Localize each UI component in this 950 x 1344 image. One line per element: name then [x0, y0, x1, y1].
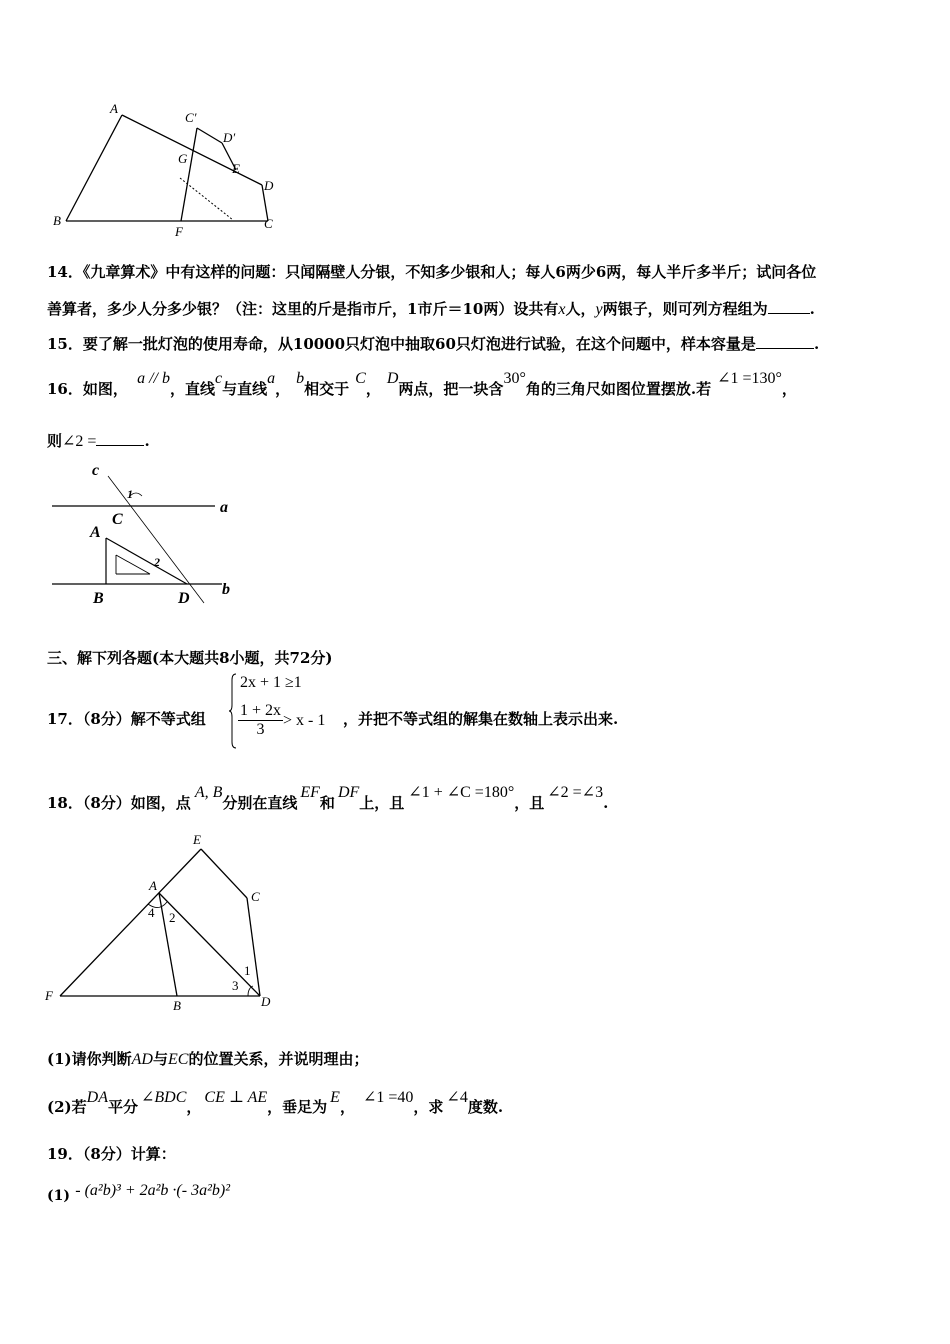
var-y: y	[595, 301, 603, 318]
q18-sub2-b: 平分	[107, 1098, 138, 1116]
q14-text2b: 人，	[565, 300, 596, 318]
q16-p8: 角的三角尺如图位置摆放.若	[525, 380, 712, 398]
figure-q16	[50, 458, 250, 608]
q15-line	[47, 333, 819, 354]
q18-sub2-angle1: ∠1 =40	[362, 1089, 414, 1106]
label-E: E	[232, 161, 240, 176]
q16-c: c	[215, 370, 223, 387]
q18-fig-F: F	[45, 988, 53, 1003]
q18-sub1-c: 的位置关系，并说明理由；	[188, 1050, 369, 1068]
q18-fig-A: A	[149, 878, 157, 893]
q17-prefix: 17．（8分）解不等式组	[47, 710, 206, 728]
label-A: A	[110, 101, 118, 116]
q16-C: C	[355, 370, 366, 387]
q18-p1: 18．（8分）如图，点	[47, 794, 191, 812]
q15-answer-blank[interactable]	[756, 334, 814, 349]
q18-sub2-c: ，	[186, 1098, 202, 1116]
q18-cond2: ∠2 =∠3	[547, 784, 604, 801]
q17-suffix: ，并把不等式组的解集在数轴上表示出来.	[343, 710, 619, 728]
label-G: G	[178, 151, 188, 166]
q17-ineq1: 2x + 1 ≥1	[240, 674, 302, 691]
q18-fig-2: 2	[169, 910, 176, 925]
q17-frac-num: 1 + 2x	[240, 702, 282, 719]
q16-30deg: 30°	[503, 370, 526, 387]
q16-p3: 与直线	[222, 380, 268, 398]
q18-fig-3: 3	[232, 978, 239, 993]
q19-title	[47, 1143, 176, 1164]
q16-answer-blank[interactable]	[96, 431, 144, 446]
q16-p1: 16．如图，	[47, 380, 128, 398]
q18-sub2-d: ，垂足为	[267, 1098, 328, 1116]
q16-angle2: ∠2 =	[62, 433, 97, 450]
q18-fig-C: C	[251, 889, 260, 904]
q14-text1: 14．《九章算术》中有这样的问题：只闻隔壁人分银，不知多少银和人；每人6两少6两，每人半斤多半斤；试问各位	[47, 263, 817, 281]
q14-answer-blank[interactable]	[768, 299, 810, 314]
q18-sub2-f: ，求	[413, 1098, 444, 1116]
q14-text2c: 两银子，则可列方程组为	[602, 300, 768, 318]
q18-EF: EF	[300, 784, 320, 801]
q18-AB: A, B	[194, 784, 223, 801]
q16-fig-c: c	[92, 462, 100, 479]
q16-fig-D: D	[178, 590, 190, 607]
q16-p5: 相交于	[304, 380, 350, 398]
q16-p9: ，	[781, 380, 797, 398]
q16-b: b	[296, 370, 305, 387]
q18-sub1	[47, 1048, 368, 1069]
q18-p3: 和	[319, 794, 335, 812]
q18-p4: 上，且	[359, 794, 405, 812]
q18-sub2	[47, 1089, 504, 1117]
q18-sub2-BDC: ∠BDC	[140, 1089, 187, 1106]
q18-p5: ，且	[514, 794, 545, 812]
q16-p7: 两点，把一块含	[398, 380, 504, 398]
q17-suffix-line	[343, 708, 618, 729]
q16-line2	[47, 430, 150, 451]
q16-parallel: a // b	[137, 370, 170, 387]
q19-expression: - (a²b)³ + 2a²b ·(- 3a²b)²	[75, 1182, 230, 1199]
q18-sub2-e: ，	[339, 1098, 355, 1116]
q16-angle1: ∠1 =130°	[717, 370, 782, 387]
q18-fig-D: D	[261, 994, 271, 1009]
q16-p2: ，直线	[170, 380, 216, 398]
section3-title	[47, 647, 333, 668]
q16-a: a	[267, 370, 276, 387]
q18-line	[47, 784, 609, 813]
q18-p2: 分别在直线	[222, 794, 298, 812]
q17-system	[228, 672, 340, 750]
q18-sub2-a: (2)若	[47, 1098, 87, 1116]
q16-fig-b: b	[222, 581, 230, 598]
q18-fig-B: B	[173, 998, 181, 1013]
q18-fig-1: 1	[244, 963, 251, 978]
q15-end: .	[813, 335, 820, 353]
q18-p6: .	[603, 794, 609, 812]
q19-sub1-label: (1)	[47, 1188, 70, 1204]
q18-sub2-g: 度数.	[467, 1098, 504, 1116]
q14-line1	[47, 261, 816, 282]
label-F: F	[175, 224, 183, 239]
q19-title-text: 19．（8分）计算：	[47, 1145, 176, 1163]
q17-ineq2	[238, 702, 325, 739]
q18-sub1-a: (1)请你判断	[47, 1050, 132, 1068]
q18-sub1-EC: EC	[167, 1051, 189, 1068]
label-D-prime: D′	[223, 130, 236, 145]
q17-line	[47, 708, 206, 729]
q16-then: 则	[47, 432, 63, 450]
label-C: C	[264, 216, 273, 231]
q18-fig-E: E	[193, 832, 201, 847]
figure-q13	[50, 100, 290, 240]
label-B: B	[53, 213, 61, 228]
q14-text2a: 善算者，多少人分多少银？（注：这里的斤是指市斤，1市斤＝10两）设共有	[47, 300, 559, 318]
q18-DF: DF	[337, 784, 360, 801]
q16-p6: ，	[365, 380, 381, 398]
q16-fig-C: C	[112, 511, 123, 528]
q17-frac-den: 3	[256, 721, 265, 738]
q14-line2	[47, 298, 815, 319]
section3-title-text: 三、解下列各题(本大题共8小题，共72分)	[47, 649, 333, 667]
q16-fig-B: B	[93, 590, 104, 607]
figure-q18	[40, 828, 290, 1018]
q18-sub2-angle4: ∠4	[446, 1089, 468, 1106]
q18-sub2-perp: CE ⊥ AE	[204, 1089, 268, 1106]
q16-fig-2: 2	[154, 555, 160, 569]
q14-end: .	[809, 300, 815, 318]
q19-sub1	[47, 1182, 230, 1205]
q17-fraction	[238, 702, 283, 739]
label-C-prime: C′	[185, 110, 197, 125]
q16-line1	[47, 370, 797, 399]
q18-sub1-AD: AD	[131, 1051, 153, 1068]
q16-D: D	[386, 370, 399, 387]
q16-p4: ，	[275, 380, 291, 398]
q18-cond1: ∠1 + ∠C =180°	[408, 784, 515, 801]
q18-sub2-DA: DA	[86, 1089, 108, 1106]
q18-fig-4: 4	[148, 905, 155, 920]
q16-fig-A: A	[90, 524, 101, 541]
q16-fig-a: a	[220, 499, 228, 516]
q18-sub2-E: E	[330, 1089, 340, 1106]
var-x: x	[558, 301, 566, 318]
q16-end: .	[144, 432, 150, 450]
brace-icon	[228, 672, 238, 750]
label-D: D	[264, 178, 274, 193]
q15-text: 15．要了解一批灯泡的使用寿命，从10000只灯泡中抽取60只灯泡进行试验，在这个问题中，样本容量是	[47, 335, 756, 353]
q16-fig-1: 1	[127, 487, 133, 501]
q18-sub1-b: 与	[152, 1050, 168, 1068]
q17-ineq2-rest: > x - 1	[283, 712, 326, 729]
